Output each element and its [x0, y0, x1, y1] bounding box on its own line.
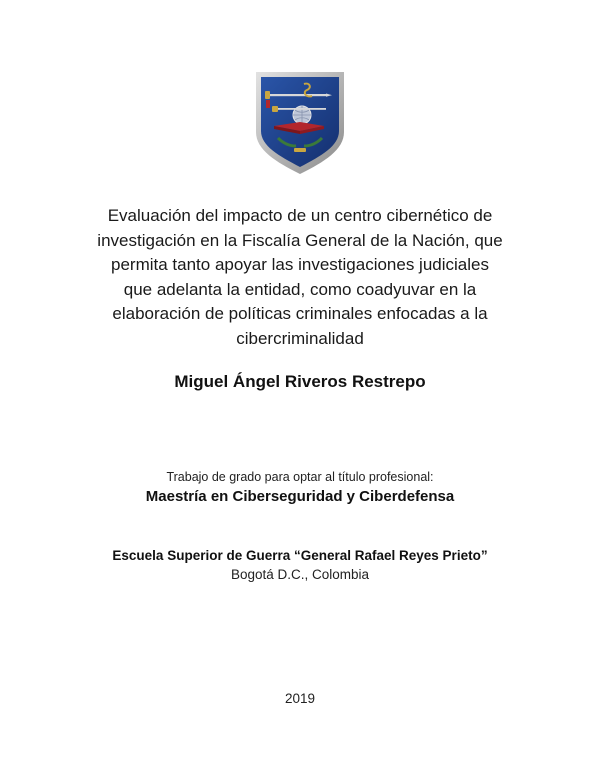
- thesis-title-line: investigación en la Fiscalía General de la Nación, que: [97, 230, 503, 250]
- thesis-title: [70, 204, 530, 352]
- institution-crest-icon: [252, 70, 348, 176]
- degree-name: Maestría en Ciberseguridad y Ciberdefensa: [145, 488, 455, 505]
- thesis-title-line: Evaluación del impacto de un centro cibernético de: [107, 206, 493, 225]
- thesis-title-line: permita tanto apoyar las investigaciones judiciales: [111, 255, 489, 275]
- thesis-title-line: elaboración de políticas criminales enfocadas a la: [112, 304, 488, 324]
- school-name: Escuela Superior de Guerra “General Rafael Reyes Prieto”: [112, 548, 488, 563]
- city-name: Bogotá D.C., Colombia: [230, 567, 370, 582]
- thesis-title-line: cibercriminalidad: [236, 328, 364, 348]
- author-name: Miguel Ángel Riveros Restrepo: [174, 372, 426, 391]
- thesis-title-line: que adelanta la entidad, como coadyuvar en la: [123, 279, 477, 299]
- degree-label: Trabajo de grado para optar al título profesional:: [166, 470, 434, 484]
- publication-year: 2019: [284, 691, 316, 706]
